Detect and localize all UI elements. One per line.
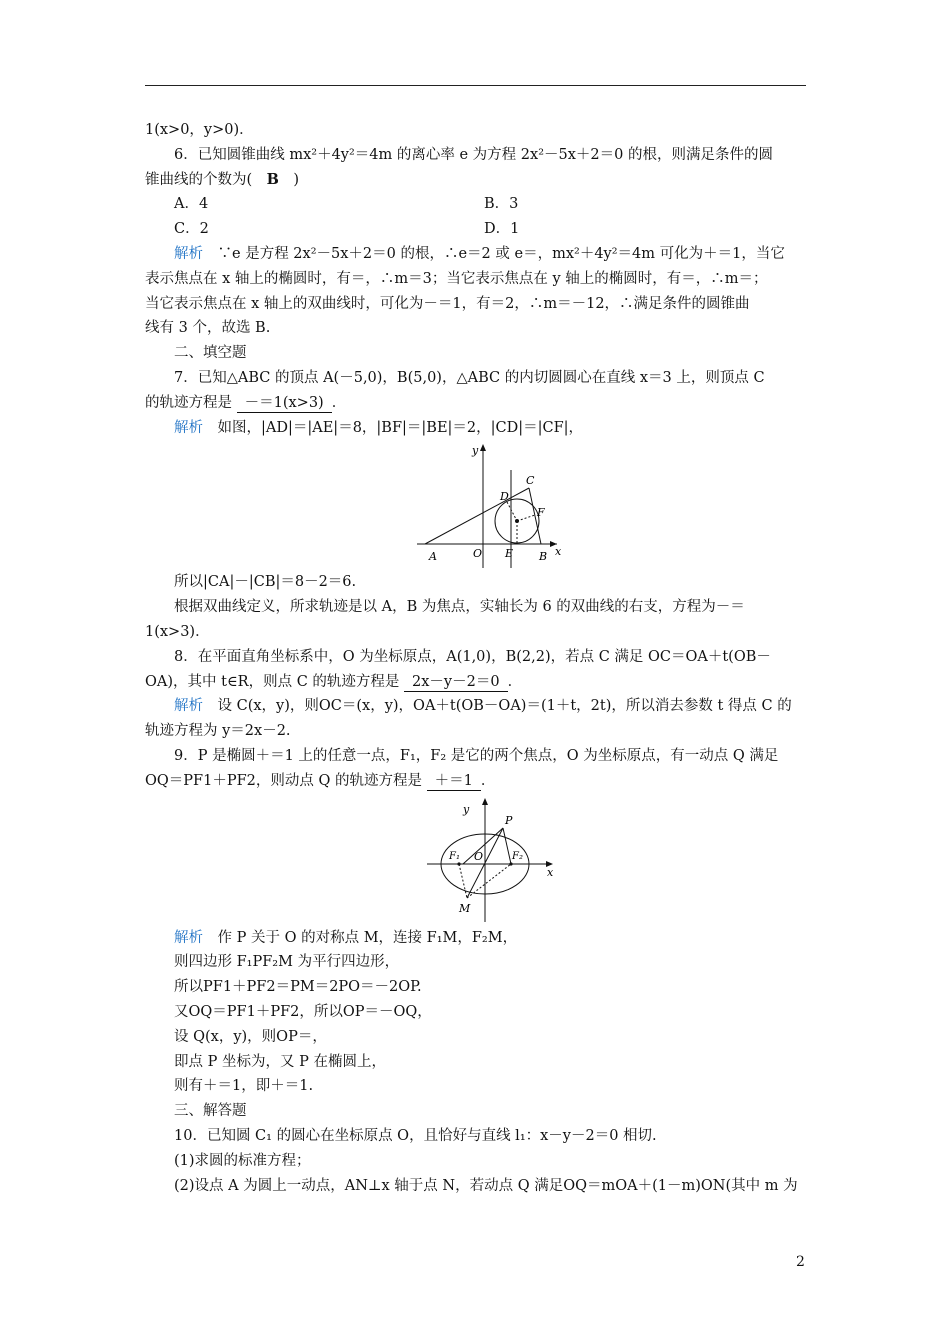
figure-ellipse	[145, 794, 806, 926]
question-9-cont: OQ＝PF1＋PF2，则动点 Q 的轨迹方程是 ＋＝1 ．	[145, 772, 496, 789]
header-rule	[145, 85, 806, 86]
question-10-part1: (1)求圆的标准方程；	[174, 1152, 311, 1169]
label-O: O	[473, 547, 483, 561]
section-heading: 三、解答题	[174, 1103, 247, 1120]
answer-6: B	[266, 170, 279, 188]
solution-9-line: 设 Q(x，y)，则OP＝，	[174, 1028, 327, 1045]
label-B: B	[539, 550, 548, 564]
question-10: 10．已知圆 C₁ 的圆心在坐标原点 O，且恰好与直线 l₁：x－y－2＝0 相切.	[174, 1127, 657, 1144]
solution-9-line: 又OQ＝PF1＋PF2，所以OP＝－OQ，	[174, 1003, 432, 1020]
solution-8-line: 轨迹方程为 y＝2x－2.	[145, 723, 291, 740]
side-AC	[425, 488, 529, 544]
solution-7: 解析 如图，|AD|＝|AE|＝8，|BF|＝|BE|＝2，|CD|＝|CF|，	[174, 419, 584, 436]
solution-9: 解析 作 P 关于 O 的对称点 M，连接 F₁M，F₂M，	[174, 929, 518, 946]
question-10-part2: (2)设点 A 为圆上一动点，AN⊥x 轴于点 N，若动点 Q 满足OQ＝mOA＋(1－m)ON(其中 m 为	[174, 1177, 798, 1194]
solution-9-line: 则有＋＝1，即＋＝1.	[174, 1078, 314, 1095]
solution-label: 解析	[174, 245, 203, 262]
question-6-cont: 锥曲线的个数为( B )	[145, 170, 300, 188]
label-O: O	[474, 849, 484, 863]
answer-9: ＋＝1	[427, 772, 481, 791]
solution-9-line: 所以PF1＋PF2＝PM＝2PO＝－2OP.	[174, 979, 422, 996]
label-A: A	[429, 550, 437, 564]
section-heading: 二、填空题	[174, 345, 247, 362]
answer-7: －＝1(x>3)	[237, 394, 332, 413]
question-7: 7．已知△ABC 的顶点 A(－5,0)，B(5,0)，△ABC 的内切圆圆心在直线 x＝3 上，则顶点 C	[174, 369, 765, 386]
solution-7-line: 1(x>3)．	[145, 623, 210, 640]
label-F: F	[537, 506, 545, 520]
label-C: C	[526, 474, 535, 488]
option-b: B．3	[484, 196, 519, 213]
options-cd	[145, 217, 806, 242]
solution-6-line: 当它表示焦点在 x 轴上的双曲线时，可化为－＝1，有＝2，∴m＝－12，∴满足条件的圆锥曲	[145, 295, 750, 312]
label-y: y	[463, 802, 470, 816]
solution-6-line: 线有 3 个，故选 B.	[145, 320, 271, 337]
page-number: 2	[796, 1254, 805, 1270]
solution-label: 解析	[174, 698, 203, 715]
label-P: P	[505, 813, 513, 827]
solution-7-line: 根据双曲线定义，所求轨迹是以 A，B 为焦点，实轴长为 6 的双曲线的右支，方程为－＝	[174, 599, 745, 616]
options-ab	[145, 192, 806, 217]
solution-label: 解析	[174, 929, 203, 946]
label-y: y	[472, 444, 479, 458]
solution-6: 解析 ∵e 是方程 2x²－5x＋2＝0 的根，∴e＝2 或 e＝，mx²＋4y²＝4m 可化为＋＝1，当它	[174, 245, 785, 262]
question-8: 8．在平面直角坐标系中，O 为坐标原点，A(1,0)，B(2,2)，若点 C 满足 OC＝OA＋t(OB－	[174, 648, 771, 665]
option-d: D．1	[484, 221, 520, 238]
figure-triangle-incircle	[145, 440, 806, 570]
solution-6-line: 表示焦点在 x 轴上的椭圆时，有＝，∴m＝3；当它表示焦点在 y 轴上的椭圆时，有＝，∴m＝；	[145, 270, 768, 287]
page-content	[145, 118, 806, 1198]
label-D: D	[500, 490, 509, 504]
solution-9-line: 则四边形 F₁PF₂M 为平行四边形，	[174, 954, 400, 971]
solution-7-line: 所以|CA|－|CB|＝8－2＝6.	[174, 574, 357, 591]
answer-8: 2x－y－2＝0	[404, 673, 508, 692]
label-E: E	[505, 547, 514, 561]
label-F1: F₁	[449, 850, 460, 862]
question-7-cont: 的轨迹方程是 －＝1(x>3) ．	[145, 394, 347, 411]
solution-8: 解析 设 C(x，y)，则OC＝(x，y)，OA＋t(OB－OA)＝(1＋t，2t)，所以消去参数 t 得点 C 的	[174, 698, 792, 715]
label-x: x	[555, 545, 562, 559]
question-8-cont: OA)，其中 t∈R，则点 C 的轨迹方程是 2x－y－2＝0 ．	[145, 673, 523, 690]
label-F2: F₂	[512, 850, 523, 862]
option-c: C．2	[174, 221, 209, 238]
solution-label: 解析	[174, 419, 203, 436]
label-x: x	[547, 865, 554, 879]
solution-9-line: 即点 P 坐标为，又 P 在椭圆上，	[174, 1053, 386, 1070]
question-6: 6．已知圆锥曲线 mx²＋4y²＝4m 的离心率 e 为方程 2x²－5x＋2＝0 的根，则满足条件的圆	[174, 146, 773, 163]
question-9: 9．P 是椭圆＋＝1 上的任意一点，F₁，F₂ 是它的两个焦点，O 为坐标原点，有一动点 Q 满足	[174, 747, 779, 764]
text-line: 1(x>0，y>0)．	[145, 122, 254, 138]
label-M: M	[459, 901, 471, 915]
option-a: A．4	[174, 196, 209, 213]
